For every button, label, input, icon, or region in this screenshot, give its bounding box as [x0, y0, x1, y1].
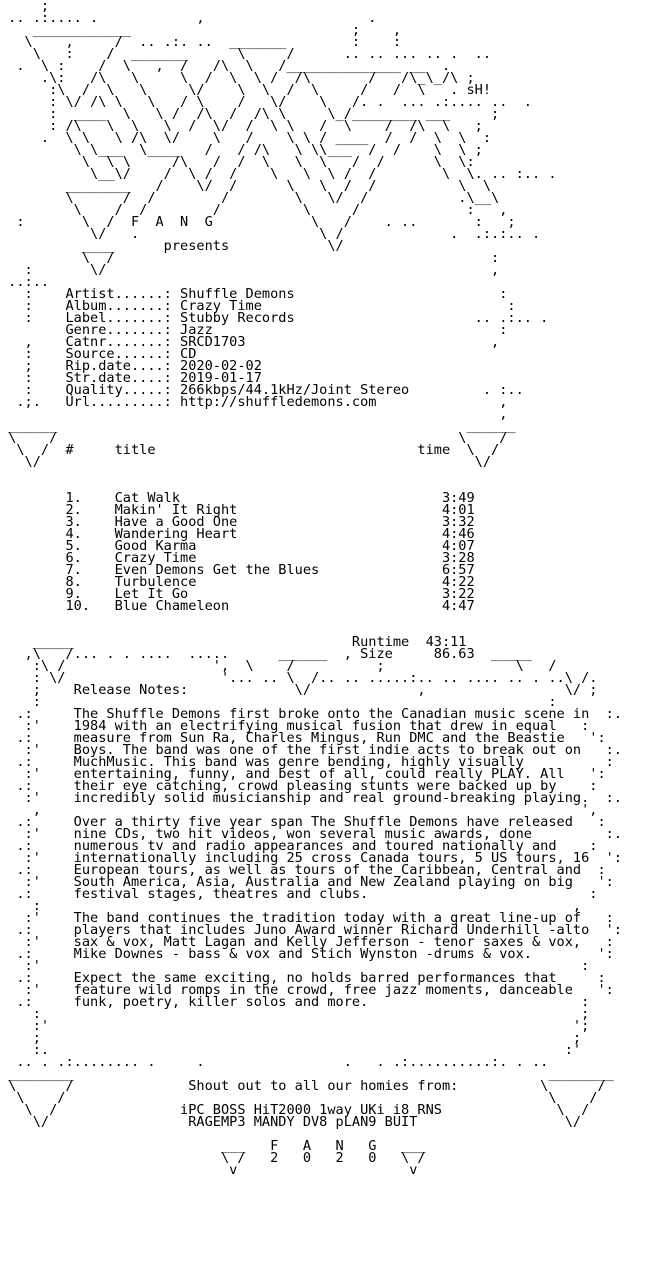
nfo-line: 6. Crazy Time 3:28	[0, 550, 475, 566]
nfo-line: 9. Let It Go 3:22	[0, 586, 475, 602]
nfo-line: : Quality.....: 266kbps/44.1kHz/Joint Stereo . :..	[0, 382, 524, 398]
nfo-line: : Artist......: Shuffle Demons :	[0, 286, 508, 302]
nfo-line: .: players that includes Juno Award winner Richard Underhill -alto ':	[0, 922, 622, 938]
nfo-line: \ \___ \____ / / /\ \ \\___ / / \ \ ;	[0, 142, 483, 158]
nfo-line: : Album.......: Crazy Time :	[0, 298, 516, 314]
nfo-line: .: measure from Sun Ra, Charles Mingus, Run DMC and the Beastie ':	[0, 730, 606, 746]
nfo-line: \ / / / \ / : ,	[0, 202, 508, 218]
nfo-line: .: Mike Downes - bass & vox and Stich Wynston -drums & vox. ':	[0, 946, 614, 962]
nfo-line: ____ presents \/	[0, 238, 344, 254]
nfo-line: 5. Good Karma 4:07	[0, 538, 475, 554]
nfo-line: : ,	[0, 898, 582, 914]
nfo-line: \ \ \ /\ / / \ \ \ / / \ \:	[0, 154, 475, 170]
nfo-line: ____________ ; ,	[0, 22, 402, 38]
nfo-line: ________ ________	[0, 1066, 614, 1082]
nfo-line: \ / \ /	[0, 1090, 598, 1106]
nfo-line: :' internationally including 25 cross Canada tours, 5 US tours, 16 ':	[0, 850, 622, 866]
nfo-line: .: Over a thirty five year span The Shuffle Demons have released :	[0, 814, 606, 830]
nfo-line: .;. Url.........: http://shuffledemons.com ,	[0, 394, 508, 410]
nfo-line: , Catnr.......: SRCD1703 ,	[0, 334, 500, 350]
nfo-line: ________ / \/ / \ \ / / \ \	[0, 178, 492, 194]
nfo-line: _____ Runtime 43:11	[0, 634, 467, 650]
nfo-line: \ / / / \ \/ / .\__\	[0, 190, 500, 206]
nfo-line: .\: /\ \ \ / \ \ / /\ / /\_\_/\ ;	[0, 70, 475, 86]
nfo-line: ; Release Notes: \/ , \/ ;	[0, 682, 598, 698]
nfo-line: 1. Cat Walk 3:49	[0, 490, 475, 506]
nfo-line: : Str.date....: 2019-01-17	[0, 370, 262, 386]
nfo-line: :\ / ', \ / ; \ /	[0, 658, 557, 674]
nfo-line: \/ RAGEMP3 MANDY DV8 pLAN9 BUIT \/	[0, 1114, 582, 1130]
nfo-line: .: their eye catching, crowd pleasing stunts were backed up by :	[0, 778, 598, 794]
nfo-line: :' Boys. The band was one of the first indie acts to break out on :.	[0, 742, 622, 758]
nfo-line: ;	[0, 0, 50, 14]
nfo-line: .: Expect the same exciting, no holds barred performances that :	[0, 970, 606, 986]
nfo-line: v v	[0, 1162, 418, 1178]
nfo-line: : \/ '... .. \ /.. .. .....:.. .. .... .. . ..\ /.	[0, 670, 598, 686]
nfo-line: \/ . \ / . .:.:.. .	[0, 226, 541, 242]
nfo-line: \ / # title time \ /	[0, 442, 500, 458]
nfo-line: :' feature wild romps in the crowd, free jazz moments, danceable ':	[0, 982, 614, 998]
nfo-line: .. . .:........ . . . . .:..........:. . ..	[0, 1054, 549, 1070]
nfo-line: 10. Blue Chameleon 4:47	[0, 598, 475, 614]
nfo-line: \ / \ /	[0, 430, 508, 446]
nfo-line: .: The Shuffle Demons first broke onto the Canadian music scene in :.	[0, 706, 622, 722]
nfo-line: ; ;	[0, 1030, 582, 1046]
nfo-line: : ;	[0, 1006, 590, 1022]
nfo-line: 3. Have a Good One 3:32	[0, 514, 475, 530]
nfo-line: \ / iPC BOSS HiT2000 1way UKi i8 RNS \ /	[0, 1102, 590, 1118]
nfo-line: . \ : / \ , / /\ \ /______________ __ .	[0, 58, 451, 74]
nfo-line: : \/ /\ \ \ / \ / \/ \ /. . ... .:.... .. .	[0, 94, 532, 110]
nfo-line: \ / :	[0, 250, 500, 266]
nfo-line: 8. Turbulence 4:22	[0, 574, 475, 590]
nfo-line: : \/ ,	[0, 262, 500, 278]
nfo-line: : :	[0, 694, 557, 710]
nfo-line: :' South America, Asia, Australia and New Zealand playing on big ':	[0, 874, 614, 890]
nfo-line: :' The band continues the tradition today with a great line-up of :	[0, 910, 614, 926]
nfo-line: :' nine CDs, two hit videos, won several music awards, done :.	[0, 826, 622, 842]
nfo-line: , ',	[0, 802, 598, 818]
nfo-line: \ , / .. .:. .. _______ : :	[0, 34, 402, 50]
nfo-line: :' 1984 with an electrifying musical fusion that drew in equal :	[0, 718, 590, 734]
nfo-line: ______ ______	[0, 418, 516, 434]
nfo-line: ,\ /... . . .... ..... ______ , Size 86.63 _____	[0, 646, 532, 662]
nfo-line: :' ';	[0, 1018, 590, 1034]
nfo-line: ,	[0, 406, 508, 422]
nfo-line: .: European tours, as well as tours of the Caribbean, Central and :	[0, 862, 606, 878]
nfo-line: ; Rip.date....: 2020-02-02	[0, 358, 262, 374]
nfo-line: :' :	[0, 958, 590, 974]
nfo-line: 4. Wandering Heart 4:46	[0, 526, 475, 542]
nfo-line: ___ F A N G ___	[0, 1138, 426, 1154]
nfo-line: \__\/ / \ / / \ \ \ / / \ \. .. :.. .	[0, 166, 557, 182]
nfo-line: : Label.......: Stubby Records .. .:.. .	[0, 310, 549, 326]
nfo-line: \ / 2 0 2 0 \ /	[0, 1150, 426, 1166]
nfo-line: : \ / F A N G \ / . .. : ;	[0, 214, 516, 230]
nfo-line: \ : / _______ \ / .. .. ... .. . ..	[0, 46, 492, 62]
nfo-line: 7. Even Demons Get the Blues 6:57	[0, 562, 475, 578]
nfo-line: :' entertaining, funny, and best of all, could really PLAY. All ':	[0, 766, 606, 782]
nfo-line: : ____ \ \ / /\ / /\ \ \_/________ ___ ;	[0, 106, 500, 122]
nfo-line: .: funk, poetry, killer solos and more. :	[0, 994, 590, 1010]
nfo-line: \ / Shout out to all our homies from: \ /	[0, 1078, 606, 1094]
nfo-line: .: numerous tv and radio appearances and toured nationally and :	[0, 838, 598, 854]
nfo-line: \/ \/	[0, 454, 492, 470]
nfo-line: .: festival stages, theatres and clubs. :	[0, 886, 598, 902]
nfo-line: :' incredibly solid musicianship and real ground-breaking playing. :.	[0, 790, 622, 806]
nfo-line: .: MuchMusic. This band was genre bending, highly visually :	[0, 754, 614, 770]
nfo-line: Genre.......: Jazz :	[0, 322, 508, 338]
nfo-line: :' sax & vox, Matt Lagan and Kelly Jefferson - tenor saxes & vox, :	[0, 934, 614, 950]
nfo-line: . \ \ \ /\ \/ \ / \ \ / ____ / / \ \ :	[0, 130, 492, 146]
nfo-line: ..:..	[0, 274, 50, 290]
nfo-line: : /\ \ \ \ / \/ / \ \ / \ / /\ \ ;	[0, 118, 483, 134]
nfo-line: 2. Makin' It Right 4:01	[0, 502, 475, 518]
nfo-line: :\ / \ \ \/ \ \ / \ / / \ . sH!	[0, 82, 492, 98]
nfo-line: : Source......: CD	[0, 346, 197, 362]
nfo-line: .. .:.... . , .	[0, 10, 377, 26]
nfo-line: :. :'	[0, 1042, 582, 1058]
